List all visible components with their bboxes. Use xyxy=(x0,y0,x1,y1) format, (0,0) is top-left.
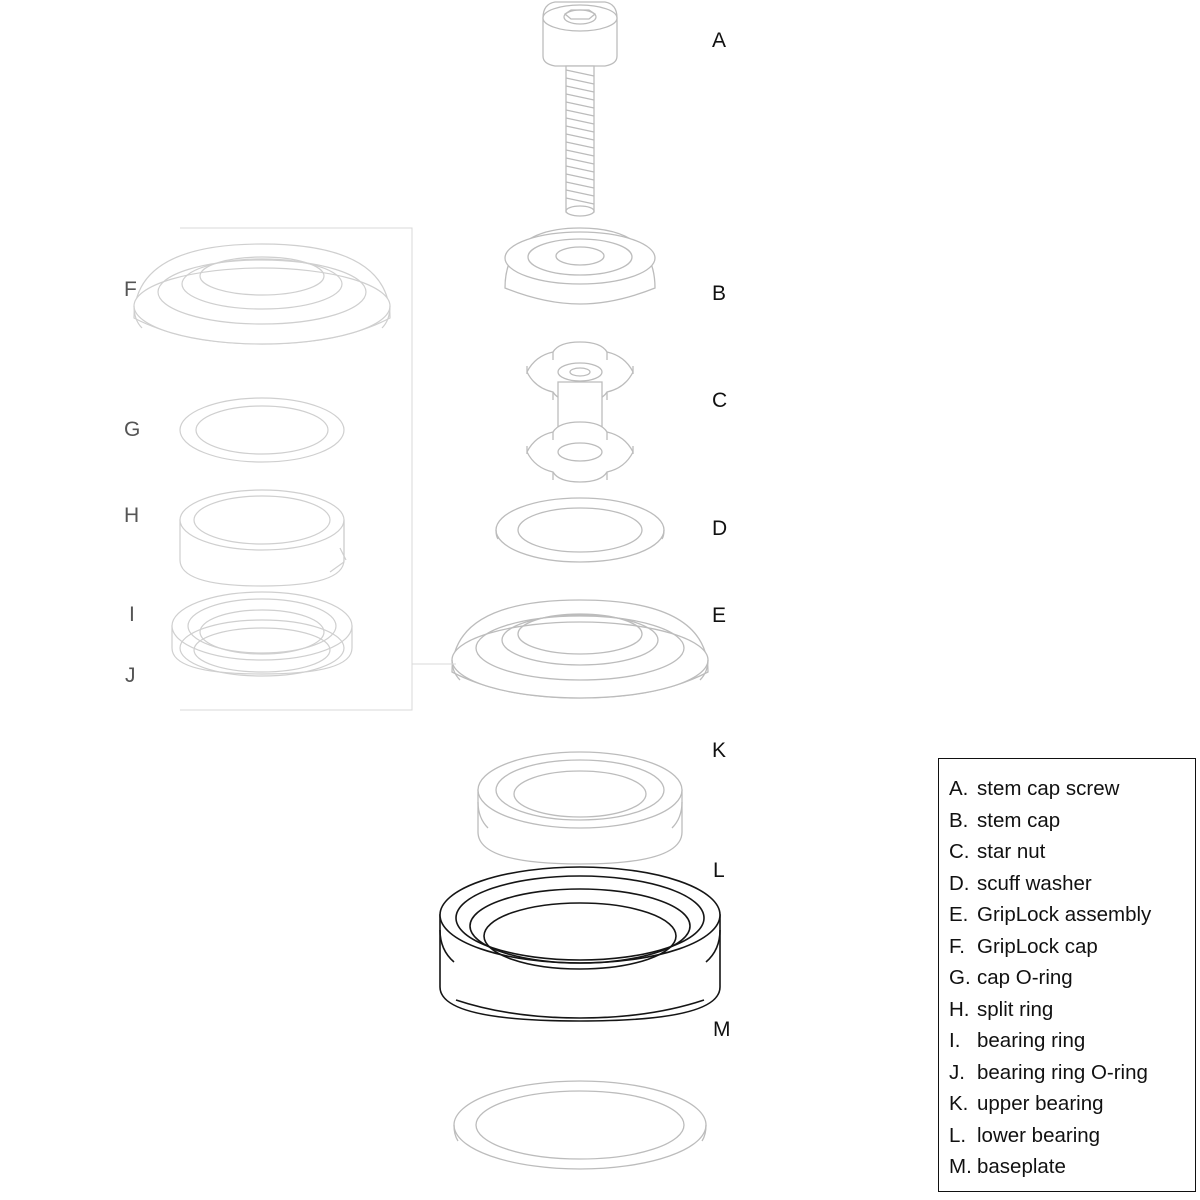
part-griplock-cap xyxy=(134,244,390,344)
legend-key: L. xyxy=(949,1123,967,1147)
legend-item xyxy=(949,773,1185,805)
legend-key: K. xyxy=(949,1092,969,1115)
part-bottom-ring xyxy=(454,1081,706,1169)
part-scuff-washer xyxy=(496,498,664,562)
callout-D: D xyxy=(712,517,728,540)
part-griplock-assembly xyxy=(452,600,708,698)
legend-key: B. xyxy=(949,808,969,832)
legend-item xyxy=(949,1120,1185,1152)
callout-K: K xyxy=(712,739,727,762)
legend-item xyxy=(949,1025,1185,1057)
part-lower-bearing-and-baseplate xyxy=(440,867,720,1021)
legend-item xyxy=(949,1088,1185,1120)
callout-J: J xyxy=(125,664,136,687)
part-stem-cap xyxy=(505,228,655,304)
legend-desc: upper bearing xyxy=(977,1092,1104,1115)
legend-key: E. xyxy=(949,903,969,926)
legend-item xyxy=(949,962,1185,994)
legend-desc: star nut xyxy=(977,840,1046,863)
legend-key: C. xyxy=(949,840,970,863)
callout-L: L xyxy=(713,859,725,882)
legend-key: J. xyxy=(949,1060,965,1084)
legend-key: A. xyxy=(949,777,969,800)
legend-item xyxy=(949,836,1185,868)
legend-item xyxy=(949,931,1185,963)
legend-desc: lower bearing xyxy=(977,1123,1101,1147)
legend-item xyxy=(949,868,1185,900)
part-split-ring xyxy=(180,490,346,586)
callout-B: B xyxy=(712,282,727,305)
legend-box xyxy=(938,758,1196,1192)
part-cap-o-ring xyxy=(180,398,344,462)
legend-key: M. xyxy=(949,1155,972,1178)
legend-item xyxy=(949,1057,1185,1089)
legend-item xyxy=(949,1151,1185,1183)
legend-desc: GripLock cap xyxy=(977,934,1098,958)
legend-item xyxy=(949,899,1185,931)
legend-key: F. xyxy=(949,934,965,958)
legend-list xyxy=(949,773,1185,1183)
legend-desc: GripLock assembly xyxy=(977,903,1152,926)
legend-desc: cap O-ring xyxy=(977,966,1073,989)
callout-E: E xyxy=(712,604,727,627)
legend-desc: baseplate xyxy=(977,1155,1066,1178)
legend-desc: stem cap xyxy=(977,808,1061,832)
part-bearing-ring xyxy=(172,592,352,674)
legend-desc: scuff washer xyxy=(977,871,1092,895)
legend-key: D. xyxy=(949,871,970,895)
callout-A: A xyxy=(712,29,727,52)
legend-item xyxy=(949,994,1185,1026)
legend-key: H. xyxy=(949,997,970,1021)
part-upper-bearing xyxy=(478,752,682,864)
callout-G: G xyxy=(124,418,141,441)
legend-desc: bearing ring O-ring xyxy=(977,1060,1148,1084)
callout-I: I xyxy=(129,603,135,626)
legend-desc: stem cap screw xyxy=(977,777,1120,800)
part-stem-cap-screw xyxy=(543,2,617,216)
callout-C: C xyxy=(712,389,728,412)
legend-key: G. xyxy=(949,966,971,989)
callout-M: M xyxy=(713,1018,731,1041)
callout-F: F xyxy=(124,278,137,301)
legend-desc: split ring xyxy=(977,997,1054,1021)
legend-key: I. xyxy=(949,1029,961,1052)
legend-desc: bearing ring xyxy=(977,1029,1086,1052)
callout-H: H xyxy=(124,504,140,527)
legend-item xyxy=(949,805,1185,837)
part-star-nut xyxy=(527,342,633,482)
